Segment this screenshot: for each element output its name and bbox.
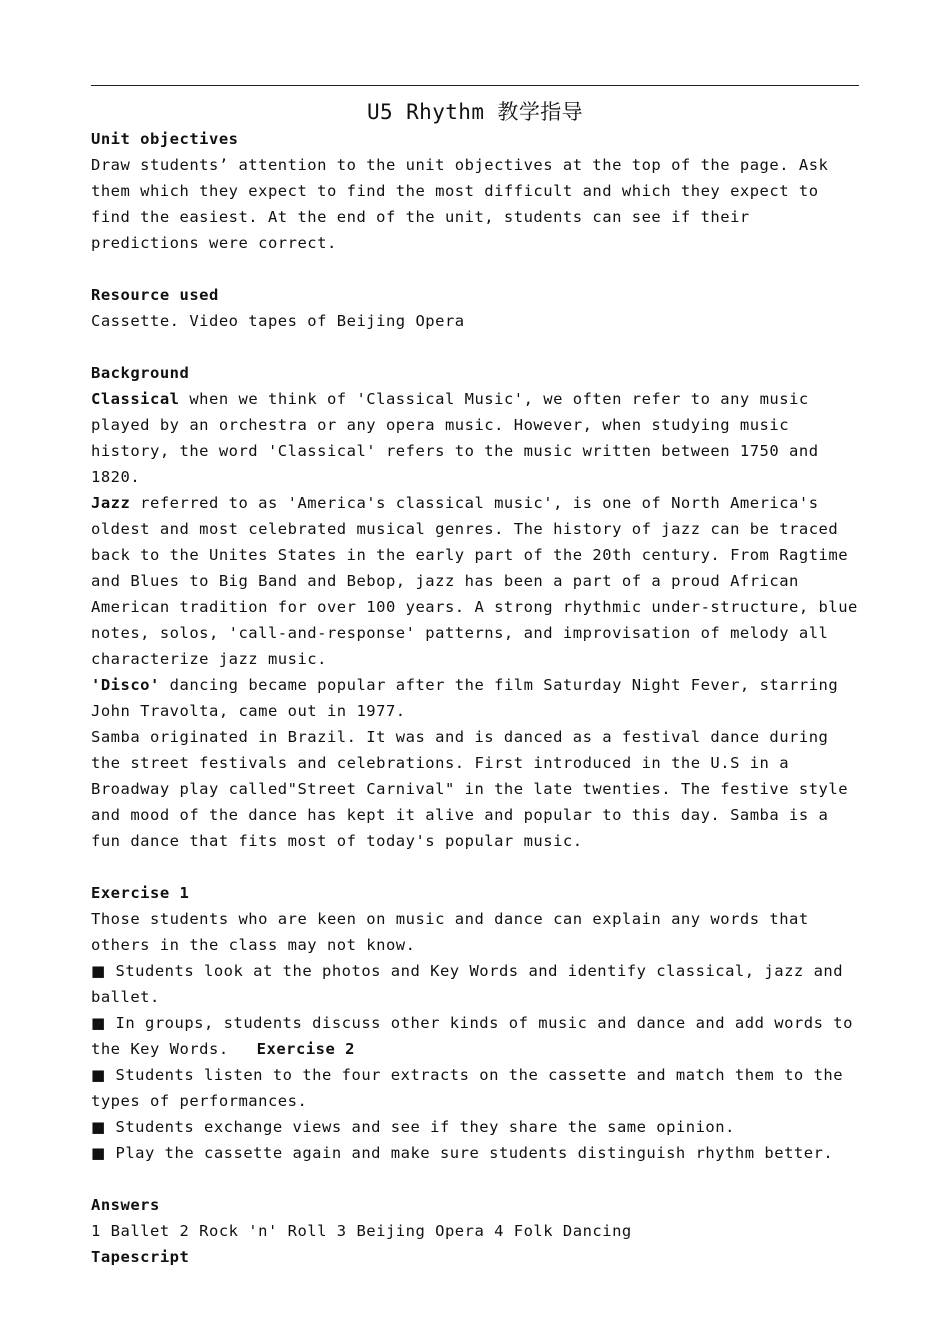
bullet-text: Students look at the photos and Key Words and identify classical, jazz and ballet.	[91, 962, 844, 1006]
answers-heading: Answers	[91, 1196, 160, 1214]
spacer	[91, 334, 859, 360]
disco-term: 'Disco'	[91, 676, 160, 694]
background-classical-paragraph	[91, 386, 859, 490]
spacer	[91, 256, 859, 282]
bullet-square-icon: ■	[91, 1014, 106, 1032]
classical-text: when we think of 'Classical Music', we often refer to any music played by an orchestra or any opera music. However, when studying music history, the word 'Classical' refers to the music written between 1750 and 1820.	[91, 390, 819, 486]
background-jazz-paragraph	[91, 490, 859, 672]
jazz-text: referred to as 'America's classical music', is one of North America's oldest and most celebrated musical genres. The history of jazz can be traced back to the Unites States in the early part of the 20th century. From Ragtime and Blues to Big Band and Bebop, jazz has been a part of a proud African American tradition for over 100 years. A strong rhythmic under-structure, blue notes, solos, 'call-and-response' patterns, and improvisation of melody all characterize jazz music.	[91, 494, 858, 668]
disco-text: dancing became popular after the film Saturday Night Fever, starring John Travolta, came out in 1977.	[91, 676, 839, 720]
answers-text: 1 Ballet 2 Rock 'n' Roll 3 Beijing Opera 4 Folk Dancing	[91, 1222, 632, 1240]
page-title: U5 Rhythm 教学指导	[366, 100, 584, 124]
bullet-text: Play the cassette again and make sure students distinguish rhythm better.	[105, 1144, 834, 1162]
jazz-term: Jazz	[91, 494, 131, 512]
exercise-2-bullet-3	[91, 1140, 859, 1166]
bullet-square-icon: ■	[91, 1144, 106, 1162]
unit-objectives-text: Draw students’ attention to the unit objectives at the top of the page. Ask them which they expect to find the most difficult and which they expect to find the easiest. At the end of the unit, students can see if their predictions were correct.	[91, 156, 829, 252]
tapescript-heading: Tapescript	[91, 1248, 190, 1266]
resource-used-heading: Resource used	[91, 286, 219, 304]
spacer	[91, 1166, 859, 1192]
exercise-2-heading: Exercise 2	[256, 1040, 355, 1058]
background-samba-paragraph: Samba originated in Brazil. It was and is danced as a festival dance during the street festivals and celebrations. First introduced in the U.S in a Broadway play called"Street Carnival" in the late twenties. The festive style and mood of the dance has kept it alive and popular to this day. Samba is a fun dance that fits most of today's popular music.	[91, 728, 849, 850]
exercise-2-bullet-1	[91, 1062, 859, 1114]
bullet-square-icon: ■	[91, 1118, 106, 1136]
background-heading: Background	[91, 364, 190, 382]
bullet-text: Students exchange views and see if they share the same opinion.	[105, 1118, 735, 1136]
exercise-2-bullet-2	[91, 1114, 859, 1140]
bullet-text: In groups, students discuss other kinds of music and dance and add words to the Key Words.	[91, 1014, 853, 1058]
exercise-1-bullet-1	[91, 958, 859, 1010]
bullet-text: Students listen to the four extracts on the cassette and match them to the types of performances.	[91, 1066, 844, 1110]
document-body	[91, 126, 859, 1270]
unit-objectives-heading: Unit objectives	[91, 130, 239, 148]
bullet-square-icon: ■	[91, 1066, 106, 1084]
exercise-1-intro: Those students who are keen on music and dance can explain any words that others in the class may not know.	[91, 910, 809, 954]
resource-used-text: Cassette. Video tapes of Beijing Opera	[91, 312, 465, 330]
spacer	[91, 854, 859, 880]
bullet-square-icon: ■	[91, 962, 106, 980]
background-disco-paragraph	[91, 672, 859, 724]
classical-term: Classical	[91, 390, 180, 408]
exercise-1-heading: Exercise 1	[91, 884, 190, 902]
header-rule	[91, 85, 859, 86]
exercise-1-bullet-2	[91, 1010, 859, 1062]
